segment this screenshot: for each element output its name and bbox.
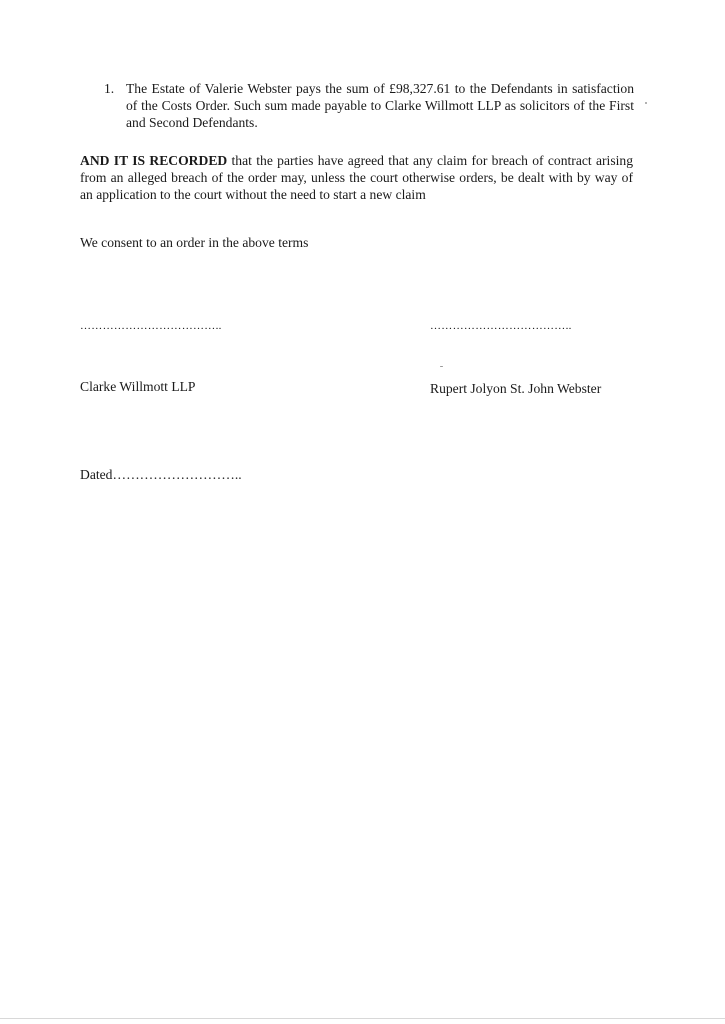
signature-line-left: ……………………………….. — [80, 320, 222, 332]
recorded-paragraph — [80, 152, 633, 203]
dated-field — [80, 466, 242, 483]
party-name-left: Clarke Willmott LLP — [80, 379, 196, 394]
dated-line: ……………………….. — [112, 467, 242, 482]
dated-label: Dated — [80, 467, 113, 482]
list-item-number: 1. — [104, 81, 115, 96]
party-name-right: Rupert Jolyon St. John Webster — [430, 381, 602, 396]
scan-speck — [440, 366, 443, 367]
signature-line-right: ……………………………….. — [430, 320, 572, 332]
page-bottom-edge — [0, 1018, 725, 1019]
recorded-text: that the parties have agreed that any claim for breach of contract arising from an alleged breach of the order may, unless the court otherwise orders, be dealt with by way of an application to the court without the need to start a new claim — [80, 153, 633, 202]
scan-speck — [645, 102, 647, 104]
consent-statement: We consent to an order in the above terms — [80, 235, 309, 250]
recorded-heading: AND IT IS RECORDED — [80, 153, 228, 168]
list-item-text: The Estate of Valerie Webster pays the sum of £98,327.61 to the Defendants in satisfaction of the Costs Order. Such sum made payable to Clarke Willmott LLP as solicitors of the First and Second Defendants. — [126, 81, 634, 130]
